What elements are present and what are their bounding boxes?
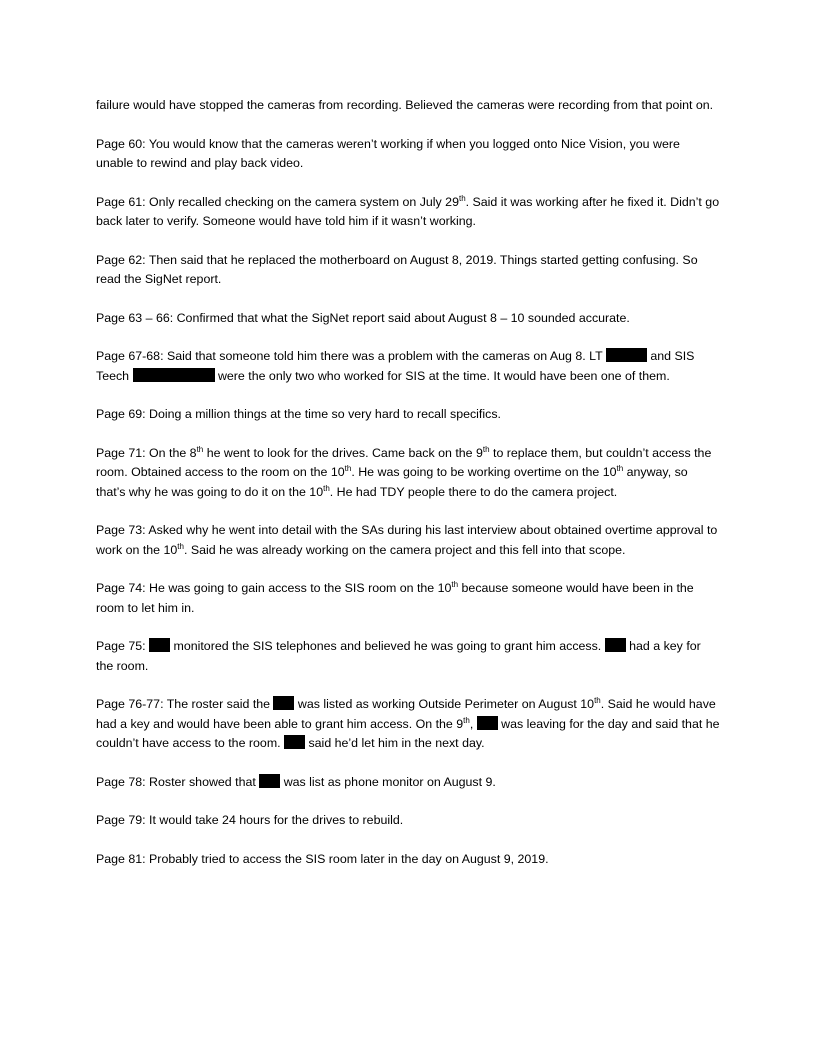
paragraph-page-73: Page 73: Asked why he went into detail with the SAs during his last interview about obtained overtime approval to work on the 10th. Said he was already working on the camera project and this fell into that scope. (96, 523, 718, 557)
document-body (96, 96, 720, 888)
redaction-box (133, 368, 215, 382)
paragraph-page-69: Page 69: Doing a million things at the time so very hard to recall specifics. (96, 407, 501, 421)
paragraph-page-75: Page 75: monitored the SIS telephones and believed he was going to grant him access. had a key for the room. (96, 639, 701, 673)
redaction-box (273, 696, 294, 710)
redaction-box (149, 638, 170, 652)
paragraph-page-71: Page 71: On the 8th he went to look for the drives. Came back on the 9th to replace them, but couldn’t access the room. Obtained access to the room on the 10th. He was going to be working overtime on the 10th anyway, so that’s why he was going to do it on the 10th. He had TDY people there to do the camera project. (96, 444, 712, 499)
redaction-box (605, 638, 626, 652)
paragraph-page-76-77: Page 76-77: The roster said the was listed as working Outside Perimeter on August 10th. Said he would have had a key and would have been able to grant him access. On the 9th, was leaving for the day and said that he couldn’t have access to the room. said he’d let him in the next day. (96, 695, 720, 750)
paragraph-page-60: Page 60: You would know that the cameras weren’t working if when you logged onto Nice Vision, you were unable to rewind and play back video. (96, 136, 680, 170)
paragraph-page-62: Page 62: Then said that he replaced the motherboard on August 8, 2019. Things started getting confusing. So read the SigNet report. (96, 252, 698, 286)
paragraph-page-81: Page 81: Probably tried to access the SIS room later in the day on August 9, 2019. (96, 851, 549, 866)
paragraph: failure would have stopped the cameras from recording. Believed the cameras were recording from that point on. (96, 98, 714, 112)
paragraph-page-74: Page 74: He was going to gain access to the SIS room on the 10th because someone would have been in the room to let him in. (96, 579, 694, 615)
paragraph-page-67-68: Page 67-68: Said that someone told him there was a problem with the cameras on Aug 8. LT and SIS Teech were the only two who worked for SIS at the time. It would have been one of them. (96, 349, 695, 383)
paragraph-page-61: Page 61: Only recalled checking on the camera system on July 29th. Said it was working after he fixed it. Didn’t go back later to verify. Someone would have told him if it wasn’t working. (96, 193, 720, 228)
redaction-box (477, 716, 498, 730)
redaction-box (284, 735, 305, 749)
redaction-box (259, 774, 280, 788)
paragraph-page-63-66: Page 63 – 66: Confirmed that what the SigNet report said about August 8 – 10 sounded accurate. (96, 310, 630, 325)
redaction-box (606, 348, 647, 362)
paragraph-page-79: Page 79: It would take 24 hours for the drives to rebuild. (96, 813, 404, 827)
paragraph-page-78: Page 78: Roster showed that was list as phone monitor on August 9. (96, 774, 496, 789)
